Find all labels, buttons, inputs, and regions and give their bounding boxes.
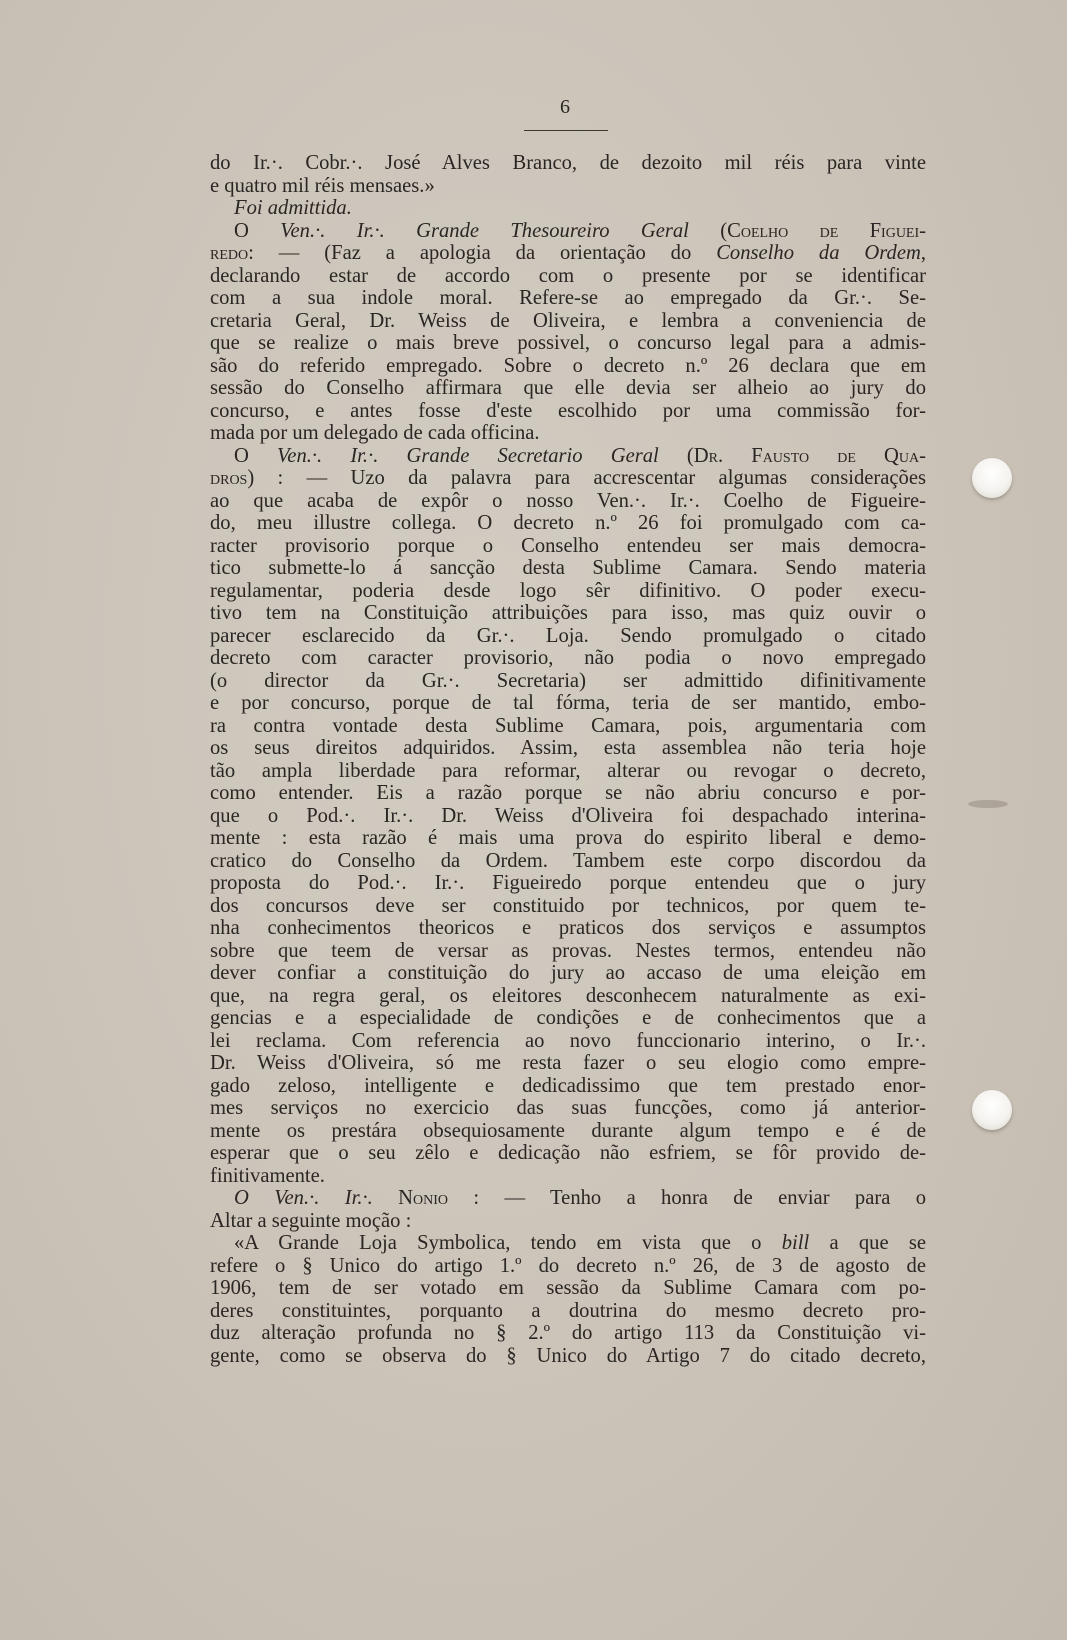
text-segment: que, na regra geral, os eleitores desconhecem naturalmente as exi- (210, 984, 926, 1007)
text-line (210, 355, 926, 378)
text-line (210, 1277, 926, 1300)
text-line (210, 220, 926, 243)
text-segment: racter provisorio porque o Conselho entendeu ser mais democra- (210, 534, 926, 557)
text-segment: finitivamente. (210, 1164, 325, 1187)
text-line (210, 1345, 926, 1368)
text-segment: , (920, 242, 926, 264)
text-line (210, 332, 926, 355)
text-segment: proposta do Pod.·. Ir.·. Figueiredo porque entendeu que o jury (210, 872, 926, 894)
text-segment: nha conhecimentos theoricos e praticos dos serviços e assumptos (210, 917, 926, 939)
text-segment: mente os prestára obsequiosamente durante algum tempo e é de (210, 1119, 926, 1142)
text-line (210, 670, 926, 693)
text-segment: ( (688, 219, 728, 242)
text-line (210, 962, 926, 985)
paragraph-p3 (210, 220, 926, 445)
text-segment: ( (658, 444, 694, 467)
text-line (210, 152, 926, 175)
text-segment: dros (210, 467, 248, 489)
text-line (210, 242, 926, 265)
text-line (210, 1120, 926, 1143)
text-segment: e por concurso, porque de tal fórma, teria de ser mantido, embo- (210, 692, 926, 714)
text-segment: Foi admittida. (234, 197, 352, 219)
text-line (210, 580, 926, 603)
text-line (210, 1232, 926, 1255)
text-line (210, 850, 926, 873)
text-segment: cretaria Geral, Dr. Weiss de Oliveira, e lembra a conveniencia de (210, 309, 926, 332)
paragraph-p5 (210, 1187, 926, 1232)
text-segment: Dr. Fausto de Qua- (693, 444, 926, 467)
text-line (210, 400, 926, 423)
text-segment: ao que acaba de expôr o nosso Ven.·. Ir.·. Coelho de Figueire- (210, 489, 926, 512)
punch-hole-bottom (972, 1090, 1012, 1130)
text-segment: : — (Faz a apologia da orientação do (248, 242, 717, 264)
text-segment: esperar que o seu zêlo e dedicação não esfriem, se fôr provido de- (210, 1142, 926, 1164)
text-line (210, 715, 926, 738)
text-line (210, 265, 926, 288)
text-segment: os seus direitos adquiridos. Assim, esta assemblea não teria hoje (210, 737, 926, 759)
text-line (210, 760, 926, 783)
text-segment (373, 1187, 398, 1209)
text-line (210, 445, 926, 468)
text-line (210, 1097, 926, 1120)
text-line (210, 872, 926, 895)
paragraph-p2 (210, 197, 926, 220)
text-segment: gencias e a especialidade de condições e de conhecimentos que a (210, 1007, 926, 1029)
text-segment: dever confiar a constituição do jury ao accaso de uma eleição em (210, 962, 926, 984)
text-line (210, 1210, 926, 1233)
punch-hole-top (972, 458, 1012, 498)
text-line (210, 512, 926, 535)
text-segment: Conselho da Ordem (716, 242, 921, 264)
text-line (210, 1165, 926, 1188)
text-segment: com a sua indole moral. Refere-se ao empregado da Gr.·. Se- (210, 287, 926, 309)
text-segment: mes serviços no exercicio das suas funcções, como já anterior- (210, 1097, 926, 1119)
text-line (210, 557, 926, 580)
text-segment: O (234, 444, 278, 467)
text-segment: gado zeloso, intelligente e dedicadissimo que tem prestado enor- (210, 1074, 926, 1097)
text-segment: que o Pod.·. Ir.·. Dr. Weiss d'Oliveira foi despachado interina- (210, 804, 926, 827)
text-line (210, 737, 926, 760)
text-segment: Ven.·. Ir.·. Grande Secretario Geral (277, 444, 659, 467)
text-segment: que se realize o mais breve possivel, o concurso legal para a admis- (210, 332, 926, 354)
text-segment: O (234, 219, 281, 242)
text-segment: duz alteração profunda no § 2.º do artigo 113 da Constituição vi- (210, 1322, 926, 1344)
text-line (210, 1007, 926, 1030)
text-segment: e quatro mil réis mensaes.» (210, 174, 435, 197)
text-line (210, 422, 926, 445)
text-segment: tico submette-lo á sancção desta Sublime Camara. Sendo materia (210, 557, 926, 579)
text-line (210, 1052, 926, 1075)
text-line (210, 1300, 926, 1323)
text-line (210, 467, 926, 490)
text-segment: declarando estar de accordo com o presente por se identificar (210, 264, 926, 287)
text-segment: concurso, e antes fosse d'este escolhido por uma commissão for- (210, 399, 926, 422)
paragraph-p4 (210, 445, 926, 1188)
text-segment: O Ven.·. Ir.·. (234, 1187, 373, 1209)
text-line (210, 917, 926, 940)
text-segment: Ven.·. Ir.·. Grande Thesoureiro Geral (280, 219, 689, 242)
text-line (210, 1030, 926, 1053)
text-segment: cratico do Conselho da Ordem. Tambem este corpo discordou da (210, 849, 926, 872)
text-segment: 1906, tem de ser votado em sessão da Sublime Camara com po- (210, 1277, 926, 1299)
text-line (210, 490, 926, 513)
text-segment: ra contra vontade desta Sublime Camara, pois, argumentaria com (210, 714, 926, 737)
text-segment: Nonio (398, 1187, 449, 1209)
text-segment: regulamentar, poderia desde logo sêr difinitivo. O poder execu- (210, 579, 926, 602)
text-line (210, 602, 926, 625)
text-line (210, 1075, 926, 1098)
text-line (210, 175, 926, 198)
text-segment: do Ir.·. Cobr.·. José Alves Branco, de dezoito mil réis para vinte (210, 152, 926, 174)
text-segment: tão ampla liberdade para reformar, alterar ou revogar o decreto, (210, 759, 926, 782)
text-segment: são do referido empregado. Sobre o decreto n.º 26 declara que em (210, 354, 926, 377)
text-line (210, 782, 926, 805)
text-line (210, 1142, 926, 1165)
text-line (210, 985, 926, 1008)
document-body (210, 152, 926, 1367)
text-segment: mente : esta razão é mais uma prova do espirito liberal e demo- (210, 827, 926, 849)
paragraph-p6 (210, 1232, 926, 1367)
text-line (210, 1322, 926, 1345)
text-segment: sessão do Conselho affirmara que elle devia ser alheio ao jury do (210, 377, 926, 399)
text-segment: sobre que teem de versar as provas. Nestes termos, entendeu não (210, 939, 926, 962)
text-segment: Coelho de Figuei- (727, 219, 926, 242)
text-segment: a que se (809, 1232, 926, 1254)
text-line (210, 625, 926, 648)
text-segment: deres constituintes, porquanto a doutrina do mesmo decreto pro- (210, 1299, 926, 1322)
text-segment: «A Grande Loja Symbolica, tendo em vista que o (234, 1232, 782, 1254)
text-line (210, 647, 926, 670)
text-segment: redo (210, 242, 249, 264)
paragraph-p1 (210, 152, 926, 197)
text-line (210, 805, 926, 828)
text-segment: tivo tem na Constituição attribuições para isso, mas quiz ouvir o (210, 602, 926, 624)
text-segment: dos concursos deve ser constituido por technicos, por quem te- (210, 894, 926, 917)
text-line (210, 377, 926, 400)
text-line (210, 827, 926, 850)
text-line (210, 895, 926, 918)
text-segment: decreto com caracter provisorio, não podia o novo empregado (210, 647, 926, 669)
text-segment: gente, como se observa do § Unico do Artigo 7 do citado decreto, (210, 1344, 926, 1367)
text-segment: refere o § Unico do artigo 1.º do decreto n.º 26, de 3 de agosto de (210, 1254, 926, 1277)
text-segment: mada por um delegado de cada officina. (210, 422, 540, 444)
paper-stain (968, 800, 1008, 808)
text-segment: do, meu illustre collega. O decreto n.º 26 foi promulgado com ca- (210, 512, 926, 534)
text-segment: Altar a seguinte moção : (210, 1209, 412, 1232)
text-line (210, 692, 926, 715)
page-number: 6 (560, 96, 570, 118)
text-segment: parecer esclarecido da Gr.·. Loja. Sendo promulgado o citado (210, 624, 926, 647)
text-line (210, 940, 926, 963)
text-segment: bill (781, 1232, 810, 1254)
text-segment: : — Tenho a honra de enviar para o (448, 1187, 926, 1209)
text-segment: como entender. Eis a razão porque se não abriu concurso e por- (210, 782, 926, 804)
text-line (210, 535, 926, 558)
text-segment: ) : — Uzo da palavra para accrescentar algumas considerações (247, 467, 926, 489)
text-line (210, 1255, 926, 1278)
text-line (210, 310, 926, 333)
text-segment: lei reclama. Com referencia ao novo funccionario interino, o Ir.·. (210, 1029, 926, 1052)
text-line (210, 287, 926, 310)
text-segment: Dr. Weiss d'Oliveira, só me resta fazer o seu elogio como empre- (210, 1052, 926, 1074)
page-number-rule (524, 130, 608, 131)
text-line (210, 1187, 926, 1210)
text-segment: (o director da Gr.·. Secretaria) ser admittido difinitivamente (210, 669, 926, 692)
text-line (210, 197, 926, 220)
